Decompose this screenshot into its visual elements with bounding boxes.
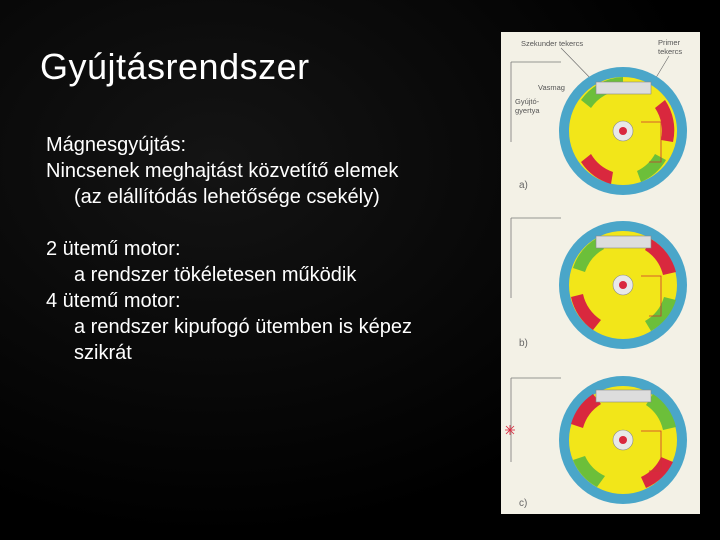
label-secondary-coil: Szekunder tekercs (521, 39, 584, 48)
panel-label-c: c) (519, 498, 528, 509)
text-line: szikrát (74, 342, 132, 364)
text-line: Nincsenek meghajtást közvetítő elemek (46, 160, 399, 182)
panel-label-b: b) (519, 338, 528, 349)
text-line: a rendszer tökéletesen működik (74, 264, 357, 286)
label-iron-core: Vasmag (538, 83, 565, 92)
label-spark-plug: Gyújtó- (515, 97, 540, 106)
panel-c (505, 376, 687, 509)
text-line: 4 ütemű motor: (46, 290, 181, 312)
label-primary-coil: Primer (658, 38, 681, 47)
spark-icon (505, 425, 515, 435)
text-line: 2 ütemű motor: (46, 238, 181, 260)
panel-a (511, 62, 687, 195)
text-line: a rendszer kipufogó ütemben is képez (74, 316, 412, 338)
body-text (46, 132, 496, 366)
text-line: Mágnesgyújtás: (46, 134, 187, 156)
text-line: (az elállítódás lehetősége csekély) (74, 186, 380, 208)
label-primary-coil-2: tekercs (658, 47, 683, 56)
magneto-diagram-svg (501, 32, 700, 514)
slide-title: Gyújtásrendszer (40, 46, 310, 87)
label-spark-plug-2: gyertya (515, 106, 540, 115)
panel-label-a: a) (519, 180, 528, 191)
magneto-diagram (501, 32, 700, 514)
panel-b (511, 218, 687, 349)
